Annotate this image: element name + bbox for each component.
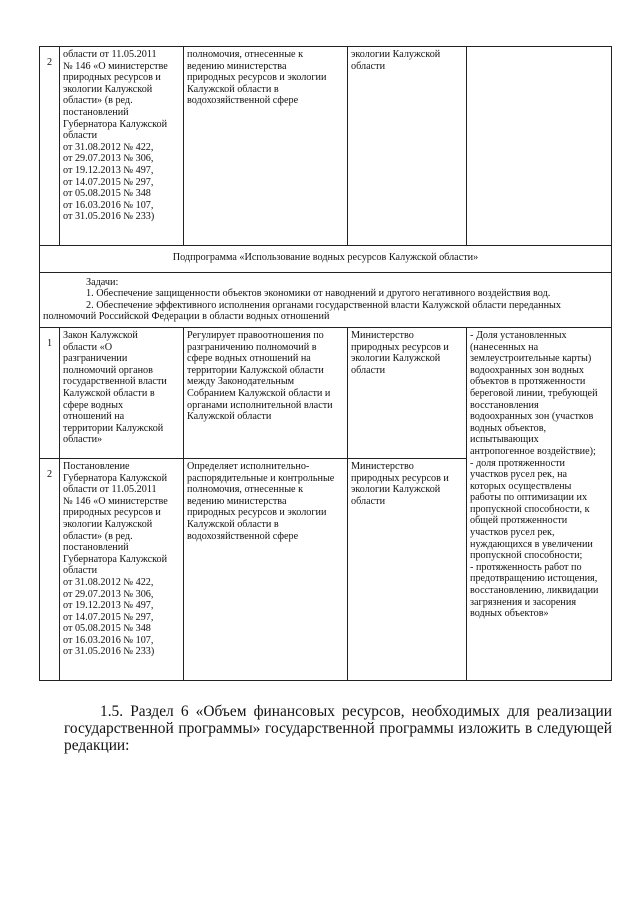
cell-line: от 14.07.2015 № 297, <box>63 611 154 623</box>
subprogram-title: Подпрограмма «Использование водных ресурсов Калужской области» <box>40 246 612 273</box>
cell-line: работы по оптимизации их <box>470 492 588 504</box>
indicator-cell <box>467 327 612 680</box>
cell-line: отношений на <box>63 411 125 423</box>
cell-line: природных ресурсов и экологии <box>187 72 327 84</box>
cell-line: между Законодательным <box>187 376 295 388</box>
cell-line: общей протяженности <box>470 515 568 527</box>
cell-line: Калужской области в <box>187 518 279 530</box>
cell-line: нуждающихся в увеличении <box>470 538 593 550</box>
cell-line: предотвращению истощения, <box>470 573 598 585</box>
cell-line: - Доля установленных <box>470 329 567 341</box>
tasks-cell <box>40 272 612 327</box>
cell-line: полномочия, отнесенные к <box>187 49 304 60</box>
cell-line: природных ресурсов и <box>351 472 449 484</box>
cell-line: от 05.08.2015 № 348 <box>63 623 151 635</box>
cell-line: Губернатора Калужской <box>63 118 168 130</box>
cell-line: от 05.08.2015 № 348 <box>63 188 151 200</box>
cell-line: Регулирует правоотношения по <box>187 329 324 341</box>
cell-line: постановлений <box>63 106 129 118</box>
cell-line: области от 11.05.2011 <box>63 484 157 496</box>
cell-line: восстановления <box>470 399 539 411</box>
cell-line: Губернатора Калужской <box>63 472 168 484</box>
cell-line: экологии Калужской <box>63 518 153 530</box>
cell-line: Министерство <box>351 460 414 472</box>
document-table <box>39 46 612 681</box>
paragraph-line: редакции: <box>64 737 130 755</box>
cell-line: водных объектов» <box>470 608 549 620</box>
cell-line: пропускной способности; <box>470 550 583 562</box>
cell-line: Собранием Калужской области и <box>187 387 331 399</box>
indicator-cell <box>467 47 612 246</box>
cell-line: ведению министерства <box>187 495 287 507</box>
cell-line: № 146 «О министерстве <box>63 495 168 507</box>
responsible-cell <box>348 47 467 246</box>
task-1: 1. Обеспечение защищенности объектов экономики от наводнений и другого негативного воздействия вод. <box>86 288 551 300</box>
cell-line: № 146 «О министерстве <box>63 60 168 72</box>
cell-line: территории Калужской области <box>187 364 324 376</box>
cell-line: участков русел рек, на <box>470 469 568 481</box>
cell-line: от 14.07.2015 № 297, <box>63 176 154 188</box>
responsible-cell <box>348 327 467 458</box>
row-number: 2 <box>40 458 60 680</box>
cell-line: от 29.07.2013 № 306, <box>63 153 154 165</box>
cell-line: полномочия, отнесенные к <box>187 484 304 496</box>
cell-line: Закон Калужской <box>63 329 138 341</box>
cell-line: береговой линии, требующей <box>470 387 598 399</box>
cell-line: водных объектов, <box>470 422 547 434</box>
cell-line: природных ресурсов и <box>63 72 161 84</box>
cell-line: экологии Калужской <box>351 484 441 496</box>
cell-line: от 31.08.2012 № 422, <box>63 576 154 588</box>
cell-line: органами исполнительной власти <box>187 399 333 411</box>
cell-line: водохозяйственной сфере <box>187 95 299 107</box>
cell-line: сфере водных <box>63 399 124 411</box>
cell-line: Постановление <box>63 460 130 472</box>
table-row <box>40 47 612 246</box>
cell-line: водохозяйственной сфере <box>187 530 299 542</box>
cell-line: сфере водных отношений на <box>187 353 311 365</box>
body-paragraph <box>64 703 612 755</box>
cell-line: области <box>351 495 386 507</box>
cell-line: области <box>63 565 98 577</box>
cell-line: Определяет исполнительно- <box>187 460 310 472</box>
paragraph-line: 1.5. Раздел 6 «Объем финансовых ресурсов, необходимых для реализации <box>100 703 612 720</box>
cell-line: - протяженность работ по <box>470 561 582 573</box>
paragraph-line: государственной программы» государственной программы изложить в следующей <box>64 720 612 738</box>
table-row <box>40 246 612 273</box>
legal-act-cell <box>60 327 184 458</box>
cell-line: испытывающих <box>470 434 539 446</box>
cell-line: участков русел рек, <box>470 527 555 539</box>
cell-line: области от 11.05.2011 <box>63 49 157 60</box>
cell-line: Калужской области в <box>63 387 155 399</box>
responsible-cell <box>348 458 467 680</box>
legal-act-cell <box>60 458 184 680</box>
cell-line: Министерство <box>351 329 414 341</box>
cell-line: от 29.07.2013 № 306, <box>63 588 154 600</box>
table-row <box>40 272 612 327</box>
cell-line: от 16.03.2016 № 107, <box>63 199 154 211</box>
cell-line: области <box>63 130 98 142</box>
description-cell <box>184 47 348 246</box>
row-number: 1 <box>40 327 60 458</box>
cell-line: восстановлению, ликвидации <box>470 585 599 597</box>
cell-line: области «О <box>63 341 113 353</box>
cell-line: от 31.05.2016 № 233) <box>63 646 155 658</box>
description-cell <box>184 458 348 680</box>
cell-line: природных ресурсов и экологии <box>187 507 327 519</box>
cell-line: разграничении <box>63 353 128 365</box>
cell-line: разграничению полномочий в <box>187 341 317 353</box>
cell-line: Калужской области <box>187 411 272 423</box>
cell-line: природных ресурсов и <box>351 341 449 353</box>
cell-line: Калужской области в <box>187 83 279 95</box>
cell-line: экологии Калужской <box>63 83 153 95</box>
legal-act-cell <box>60 47 184 246</box>
cell-line: загрязнения и засорения <box>470 596 577 608</box>
cell-line: Губернатора Калужской <box>63 553 168 565</box>
tasks-heading: Задачи: <box>86 276 119 288</box>
cell-line: пропускной способности, к <box>470 503 590 515</box>
cell-line: области» (в ред. <box>63 530 133 542</box>
cell-line: от 19.12.2013 № 497, <box>63 164 154 176</box>
cell-line: области <box>351 364 386 376</box>
cell-line: распорядительные и контрольные <box>187 472 335 484</box>
cell-line: области <box>351 60 386 72</box>
cell-line: ведению министерства <box>187 60 287 72</box>
cell-line: полномочий органов <box>63 364 153 376</box>
description-cell <box>184 327 348 458</box>
cell-line: экологии Калужской <box>351 49 441 60</box>
cell-line: которых осуществлены <box>470 480 572 492</box>
cell-line: экологии Калужской <box>351 353 441 365</box>
table-row <box>40 327 612 458</box>
cell-line: от 19.12.2013 № 497, <box>63 600 154 612</box>
task-2: 2. Обеспечение эффективного исполнения органами государственной власти Калужской области переданных <box>86 299 561 311</box>
cell-line: области» <box>63 434 103 446</box>
cell-line: территории Калужской <box>63 422 164 434</box>
cell-line: области» (в ред. <box>63 95 133 107</box>
cell-line: постановлений <box>63 542 129 554</box>
cell-line: государственной власти <box>63 376 167 388</box>
cell-line: - доля протяженности <box>470 457 566 469</box>
cell-line: землеустроительные карты) <box>470 353 592 365</box>
cell-line: водоохранных зон водных <box>470 364 584 376</box>
cell-line: объектов в протяженности <box>470 376 586 388</box>
cell-line: от 31.08.2012 № 422, <box>63 141 154 153</box>
task-2-cont: полномочий Российской Федерации в области водных отношений <box>43 311 330 323</box>
cell-line: (нанесенных на <box>470 341 539 353</box>
cell-line: природных ресурсов и <box>63 507 161 519</box>
cell-line: от 16.03.2016 № 107, <box>63 634 154 646</box>
cell-line: водоохранных зон (участков <box>470 411 594 423</box>
cell-line: от 31.05.2016 № 233) <box>63 211 155 223</box>
row-number: 2 <box>40 47 60 246</box>
cell-line: антропогенное воздействие); <box>470 445 596 457</box>
